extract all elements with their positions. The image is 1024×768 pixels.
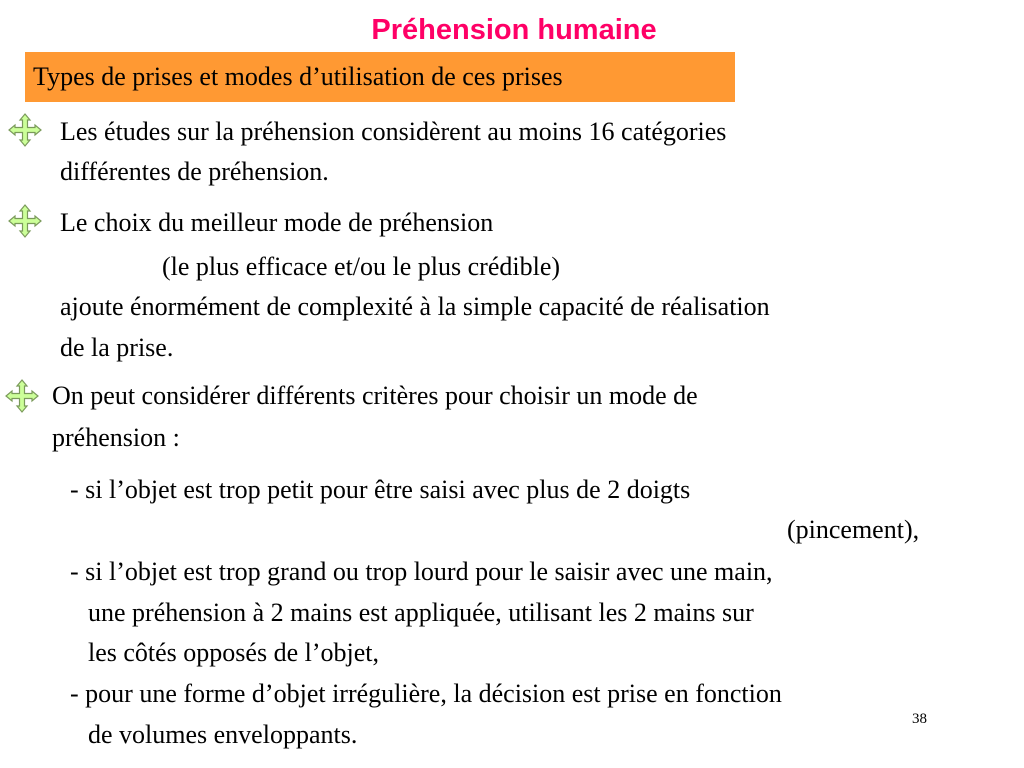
bullet-2-line-3: ajoute énormément de complexité à la simple capacité de réalisation: [60, 292, 770, 321]
page-number: 38: [912, 711, 927, 727]
subtitle-banner: Types de prises et modes d’utilisation de ces prises: [25, 52, 735, 102]
criteria-line-5: les côtés opposés de l’objet,: [88, 638, 379, 667]
bullet-2-line-2: (le plus efficace et/ou le plus crédible): [162, 252, 561, 281]
arrows-icon: [8, 113, 42, 147]
bullet-3-line-2: préhension :: [52, 423, 180, 452]
arrows-icon: [5, 379, 39, 413]
criteria-line-4: une préhension à 2 mains est appliquée, utilisant les 2 mains sur: [88, 598, 754, 627]
bullet-2-line-1: Le choix du meilleur mode de préhension: [60, 208, 494, 237]
slide-title: Préhension humaine: [371, 14, 657, 46]
criteria-line-1: - si l’objet est trop petit pour être saisi avec plus de 2 doigts: [70, 475, 691, 504]
arrows-icon: [8, 204, 42, 238]
bullet-1-line-1: Les études sur la préhension considèrent au moins 16 catégories: [60, 117, 727, 146]
criteria-line-7: de volumes enveloppants.: [88, 720, 358, 749]
criteria-line-6: - pour une forme d’objet irrégulière, la décision est prise en fonction: [70, 679, 782, 708]
bullet-3-line-1: On peut considérer différents critères pour choisir un mode de: [52, 381, 698, 410]
criteria-line-2: (pincement),: [787, 515, 920, 544]
criteria-line-3: - si l’objet est trop grand ou trop lourd pour le saisir avec une main,: [70, 557, 773, 586]
bullet-1-line-2: différentes de préhension.: [60, 157, 329, 186]
bullet-2-line-4: de la prise.: [60, 333, 174, 362]
